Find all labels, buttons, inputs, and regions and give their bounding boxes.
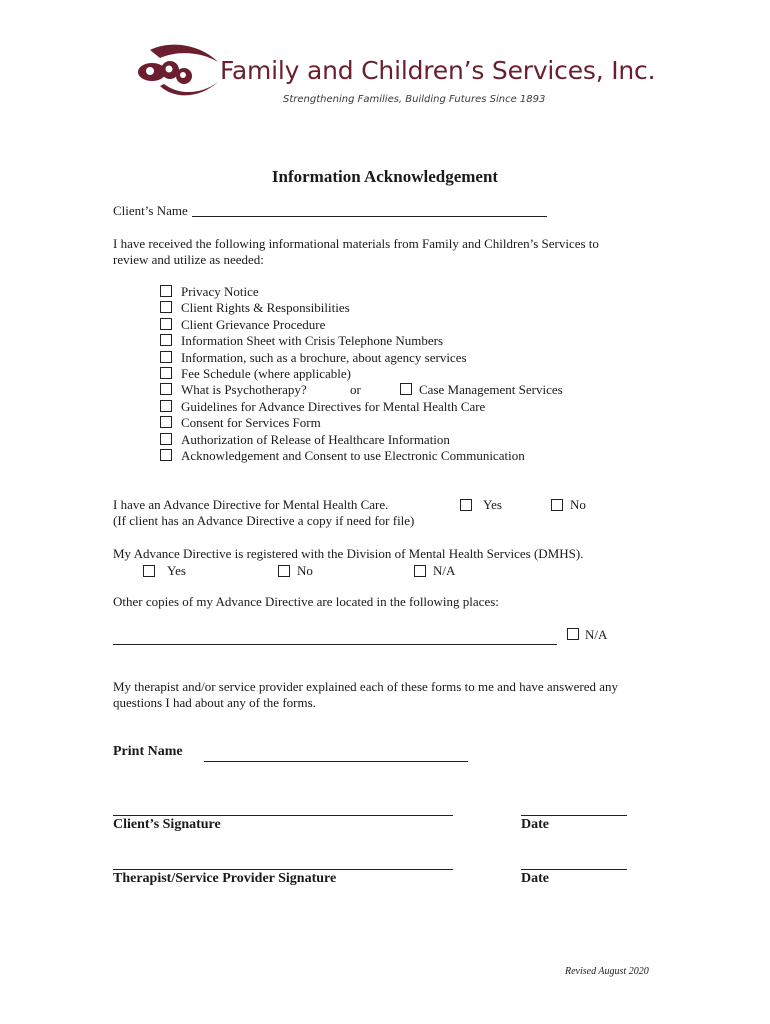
case-management-checkbox[interactable]: [400, 383, 412, 395]
advance-directive-yes-checkbox[interactable]: [460, 499, 472, 511]
material-checkbox[interactable]: [160, 367, 172, 379]
client-date-label: Date: [521, 817, 549, 832]
dmhs-no-label: No: [297, 563, 313, 578]
advance-directive-no-checkbox[interactable]: [551, 499, 563, 511]
therapist-signature-label: Therapist/Service Provider Signature: [113, 871, 337, 886]
material-label: Authorization of Release of Healthcare Information: [181, 431, 450, 447]
other-copies-na-checkbox[interactable]: [567, 628, 579, 640]
client-signature-label: Client’s Signature: [113, 817, 221, 832]
material-checkbox[interactable]: [160, 318, 172, 330]
org-name: Family and Children’s Services, Inc.: [220, 56, 656, 85]
org-tagline: Strengthening Families, Building Futures Since 1893: [283, 94, 546, 105]
dmhs-yes-checkbox[interactable]: [143, 565, 155, 577]
other-copies-field[interactable]: [113, 632, 557, 645]
material-checkbox[interactable]: [160, 433, 172, 445]
intro-text-line1: I have received the following informational materials from Family and Children’s Services to: [113, 236, 599, 251]
dmhs-na-checkbox[interactable]: [414, 565, 426, 577]
logo: [130, 42, 656, 114]
material-label: Information Sheet with Crisis Telephone Numbers: [181, 333, 444, 349]
dmhs-question: My Advance Directive is registered with the Division of Mental Health Services (DMHS).: [113, 546, 584, 561]
dmhs-yes-label: Yes: [167, 563, 186, 578]
or-label: or: [350, 382, 361, 398]
client-name-field[interactable]: [192, 202, 547, 217]
material-label: Acknowledgement and Consent to use Electronic Communication: [181, 448, 525, 463]
material-label: Fee Schedule (where applicable): [181, 366, 352, 381]
material-checkbox[interactable]: [160, 416, 172, 428]
client-signature-field[interactable]: [113, 802, 453, 816]
material-label: Client Rights & Responsibilities: [181, 300, 350, 316]
dmhs-na-label: N/A: [433, 563, 456, 578]
material-label: Client Grievance Procedure: [181, 316, 326, 332]
client-name-label: Client’s Name: [113, 203, 188, 218]
print-name-field[interactable]: [204, 748, 468, 762]
therapist-date-field[interactable]: [521, 856, 627, 870]
print-name-label: Print Name: [113, 744, 183, 759]
advance-directive-yes-label: Yes: [483, 497, 502, 512]
therapist-signature-field[interactable]: [113, 856, 453, 870]
material-checkbox[interactable]: [160, 285, 172, 297]
other-copies-na-label: N/A: [585, 627, 608, 642]
client-date-field[interactable]: [521, 802, 627, 816]
therapist-date-label: Date: [521, 871, 549, 886]
material-label: Consent for Services Form: [181, 415, 321, 431]
material-label: Privacy Notice: [181, 284, 259, 299]
material-checkbox[interactable]: [160, 334, 172, 346]
advance-directive-note: (If client has an Advance Directive a copy if need for file): [113, 513, 415, 528]
logo-mark-icon: [130, 42, 225, 104]
explained-line1: My therapist and/or service provider explained each of these forms to me and have answered any: [113, 679, 619, 694]
material-label: What is Psychotherapy?: [181, 382, 307, 398]
materials-checklist: [160, 284, 620, 466]
material-label: Guidelines for Advance Directives for Mental Health Care: [181, 398, 486, 414]
advance-directive-question: I have an Advance Directive for Mental Health Care.: [113, 497, 389, 512]
intro-text-line2: review and utilize as needed:: [113, 252, 264, 267]
material-label: Information, such as a brochure, about agency services: [181, 349, 467, 365]
form-title: Information Acknowledgement: [271, 167, 499, 186]
revised-note: Revised August 2020: [565, 966, 649, 977]
dmhs-no-checkbox[interactable]: [278, 565, 290, 577]
material-checkbox[interactable]: [160, 400, 172, 412]
material-checkbox[interactable]: [160, 383, 172, 395]
case-management-label: Case Management Services: [419, 382, 563, 398]
material-checkbox[interactable]: [160, 301, 172, 313]
other-copies-question: Other copies of my Advance Directive are located in the following places:: [113, 594, 499, 609]
material-checkbox[interactable]: [160, 449, 172, 461]
explained-line2: questions I had about any of the forms.: [113, 695, 316, 710]
material-checkbox[interactable]: [160, 351, 172, 363]
advance-directive-no-label: No: [570, 497, 586, 512]
list-item: [160, 382, 620, 398]
